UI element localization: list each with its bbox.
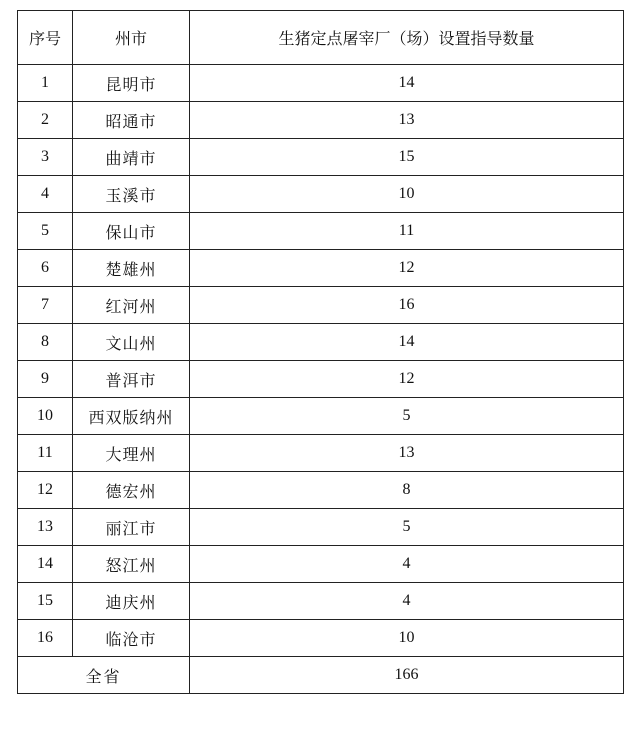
table-row	[18, 324, 624, 361]
header-row	[18, 11, 624, 65]
table-row	[18, 287, 624, 324]
row-index: 4	[18, 176, 73, 213]
table-row	[18, 102, 624, 139]
row-city: 普洱市	[73, 361, 190, 398]
row-count: 14	[190, 65, 624, 102]
row-index: 6	[18, 250, 73, 287]
slaughterhouse-quota-table	[17, 10, 624, 694]
row-index: 14	[18, 546, 73, 583]
total-row	[18, 657, 624, 694]
row-count: 16	[190, 287, 624, 324]
row-count: 11	[190, 213, 624, 250]
row-index: 8	[18, 324, 73, 361]
total-count: 166	[190, 657, 624, 694]
table-row	[18, 435, 624, 472]
row-city: 保山市	[73, 213, 190, 250]
row-index: 1	[18, 65, 73, 102]
row-count: 5	[190, 398, 624, 435]
header-city: 州市	[73, 11, 190, 65]
row-city: 昭通市	[73, 102, 190, 139]
row-city: 怒江州	[73, 546, 190, 583]
row-count: 15	[190, 139, 624, 176]
table-row	[18, 583, 624, 620]
row-index: 7	[18, 287, 73, 324]
table-row	[18, 176, 624, 213]
row-count: 13	[190, 102, 624, 139]
row-index: 13	[18, 509, 73, 546]
table-row	[18, 398, 624, 435]
row-city: 丽江市	[73, 509, 190, 546]
header-index: 序号	[18, 11, 73, 65]
row-index: 11	[18, 435, 73, 472]
row-index: 15	[18, 583, 73, 620]
table-row	[18, 509, 624, 546]
row-count: 8	[190, 472, 624, 509]
row-count: 14	[190, 324, 624, 361]
table-row	[18, 213, 624, 250]
row-city: 曲靖市	[73, 139, 190, 176]
row-city: 玉溪市	[73, 176, 190, 213]
row-index: 3	[18, 139, 73, 176]
row-index: 10	[18, 398, 73, 435]
row-city: 德宏州	[73, 472, 190, 509]
row-index: 12	[18, 472, 73, 509]
table-row	[18, 361, 624, 398]
table-row	[18, 620, 624, 657]
row-index: 9	[18, 361, 73, 398]
row-count: 5	[190, 509, 624, 546]
row-city: 迪庆州	[73, 583, 190, 620]
row-count: 4	[190, 583, 624, 620]
row-city: 临沧市	[73, 620, 190, 657]
table-row	[18, 472, 624, 509]
table-row	[18, 250, 624, 287]
row-city: 红河州	[73, 287, 190, 324]
header-count: 生猪定点屠宰厂（场）设置指导数量	[190, 11, 624, 65]
row-count: 13	[190, 435, 624, 472]
total-label: 全省	[18, 657, 190, 694]
row-count: 4	[190, 546, 624, 583]
row-city: 大理州	[73, 435, 190, 472]
table-row	[18, 139, 624, 176]
row-count: 12	[190, 361, 624, 398]
row-index: 2	[18, 102, 73, 139]
row-city: 文山州	[73, 324, 190, 361]
row-count: 10	[190, 620, 624, 657]
row-index: 5	[18, 213, 73, 250]
row-count: 10	[190, 176, 624, 213]
table-row	[18, 546, 624, 583]
row-count: 12	[190, 250, 624, 287]
row-city: 昆明市	[73, 65, 190, 102]
row-city: 西双版纳州	[73, 398, 190, 435]
table-row	[18, 65, 624, 102]
row-index: 16	[18, 620, 73, 657]
row-city: 楚雄州	[73, 250, 190, 287]
